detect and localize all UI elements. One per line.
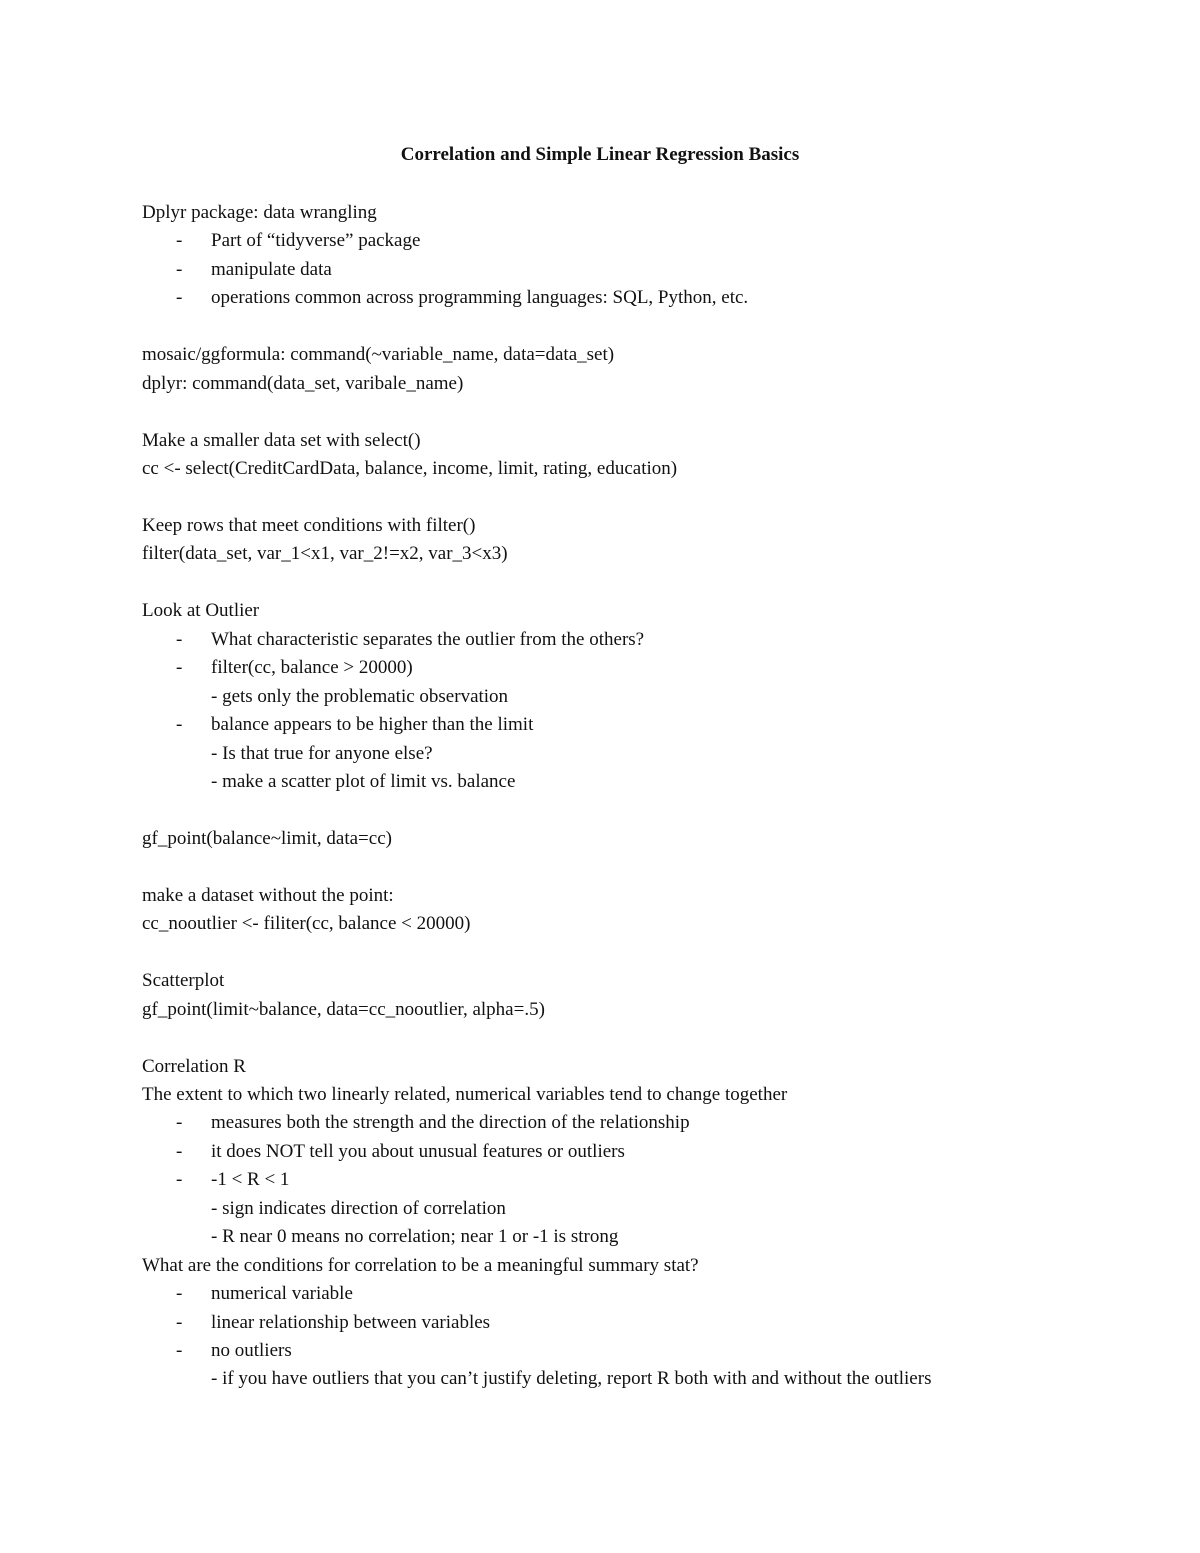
sub-item: - make a scatter plot of limit vs. balance xyxy=(211,771,516,792)
text-line: filter(data_set, var_1<x1, var_2!=x2, var_3<x3) xyxy=(142,543,508,564)
bullet-item: it does NOT tell you about unusual features or outliers xyxy=(211,1141,625,1162)
bullet-dash: - xyxy=(176,259,183,280)
text-line: cc <- select(CreditCardData, balance, income, limit, rating, education) xyxy=(142,458,678,479)
bullet-dash: - xyxy=(176,1340,183,1361)
page-title: Correlation and Simple Linear Regression Basics xyxy=(400,144,800,165)
bullet-dash: - xyxy=(176,1112,183,1133)
text-line: Keep rows that meet conditions with filter() xyxy=(142,515,476,536)
text-line: Make a smaller data set with select() xyxy=(142,430,421,451)
bullet-item: measures both the strength and the direction of the relationship xyxy=(211,1112,690,1133)
bullet-item: manipulate data xyxy=(211,259,332,280)
bullet-dash: - xyxy=(176,657,183,678)
bullet-item: numerical variable xyxy=(211,1283,353,1304)
text-line: The extent to which two linearly related, numerical variables tend to change together xyxy=(142,1084,788,1105)
sub-item: - if you have outliers that you can’t justify deleting, report R both with and without the outliers xyxy=(211,1368,932,1389)
text-line: mosaic/ggformula: command(~variable_name, data=data_set) xyxy=(142,344,615,365)
bullet-item: operations common across programming languages: SQL, Python, etc. xyxy=(211,287,749,308)
bullet-dash: - xyxy=(176,287,183,308)
bullet-dash: - xyxy=(176,714,183,735)
bullet-dash: - xyxy=(176,629,183,650)
bullet-item: -1 < R < 1 xyxy=(211,1169,290,1190)
bullet-item: linear relationship between variables xyxy=(211,1312,491,1333)
text-line: gf_point(limit~balance, data=cc_nooutlier, alpha=.5) xyxy=(142,999,545,1020)
text-line: make a dataset without the point: xyxy=(142,885,394,906)
bullet-item: balance appears to be higher than the limit xyxy=(211,714,534,735)
bullet-item: filter(cc, balance > 20000) xyxy=(211,657,413,678)
text-line: What are the conditions for correlation to be a meaningful summary stat? xyxy=(142,1255,699,1276)
text-line: cc_nooutlier <- filiter(cc, balance < 20000) xyxy=(142,913,471,934)
text-line: gf_point(balance~limit, data=cc) xyxy=(142,828,392,849)
sub-item: - sign indicates direction of correlation xyxy=(211,1198,506,1219)
bullet-item: no outliers xyxy=(211,1340,292,1361)
sub-item: - Is that true for anyone else? xyxy=(211,743,433,764)
sub-item: - gets only the problematic observation xyxy=(211,686,509,707)
text-line: Look at Outlier xyxy=(142,600,260,621)
text-line: Correlation R xyxy=(142,1056,246,1077)
bullet-dash: - xyxy=(176,230,183,251)
text-line: Dplyr package: data wrangling xyxy=(142,202,377,223)
bullet-dash: - xyxy=(176,1312,183,1333)
bullet-item: What characteristic separates the outlier from the others? xyxy=(211,629,645,650)
text-line: dplyr: command(data_set, varibale_name) xyxy=(142,373,464,394)
bullet-item: Part of “tidyverse” package xyxy=(211,230,421,251)
bullet-dash: - xyxy=(176,1141,183,1162)
sub-item: - R near 0 means no correlation; near 1 or -1 is strong xyxy=(211,1226,619,1247)
bullet-dash: - xyxy=(176,1169,183,1190)
text-line: Scatterplot xyxy=(142,970,225,991)
bullet-dash: - xyxy=(176,1283,183,1304)
